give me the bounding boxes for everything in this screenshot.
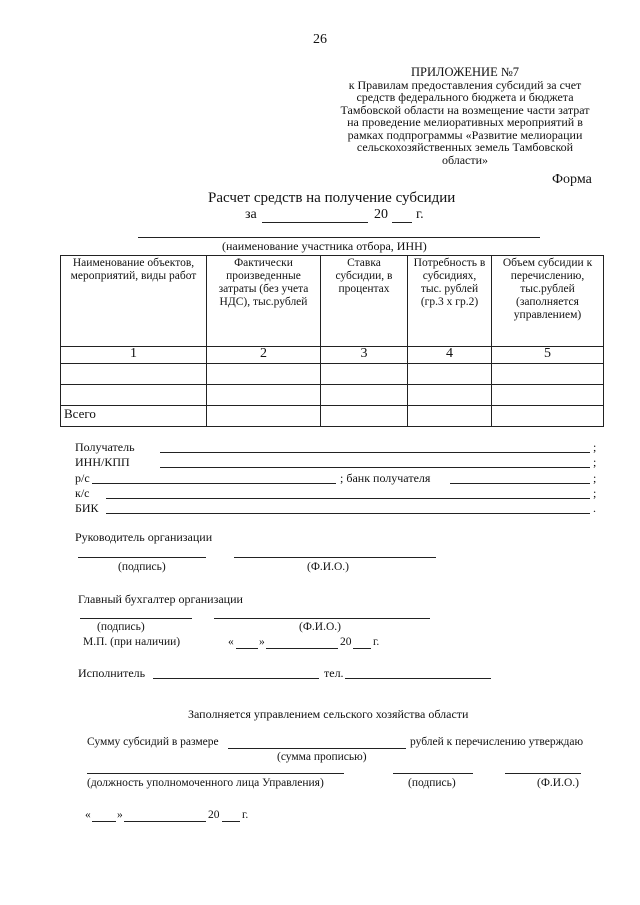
appendix-title: ПРИЛОЖЕНИЕ №7 [410,65,520,79]
head-fio-field[interactable] [234,557,436,558]
table-cell[interactable] [408,406,492,427]
header-actual-costs: Фактически произведенные затраты (без учета НДС), тыс.рублей [207,256,321,347]
date-open-quote: « [85,809,91,821]
date-year: 20 [340,636,352,648]
table-cell[interactable] [61,364,207,385]
page-number: 26 [313,32,327,47]
sum-field[interactable] [228,748,406,749]
inn-kpp-field[interactable] [160,467,590,468]
date-close-quote: » [117,809,123,821]
sum-caption: (сумма прописью) [277,751,367,763]
appendix-header [300,66,630,166]
date-open-quote: « [228,636,234,648]
signature-caption: (подпись) [408,777,456,789]
appendix-line: области» [441,152,489,167]
position-field[interactable] [87,773,344,774]
date-suffix: г. [242,809,249,821]
signature-day-field[interactable] [236,648,258,649]
column-number: 1 [61,347,207,364]
accountant-signature-field[interactable] [80,618,192,619]
rs-label: р/с [75,471,90,485]
table-row-total [61,406,604,427]
table-row [61,364,604,385]
date-close-quote: » [259,636,265,648]
phone-field[interactable] [345,678,491,679]
sum-prefix: Сумму субсидий в размере [87,736,219,748]
form-label: Форма [552,172,592,187]
fio-caption: (Ф.И.О.) [299,621,341,633]
fio-caption: (Ф.И.О.) [537,777,579,789]
appendix-line: рамках подпрограммы «Развитие мелиорации [347,127,583,142]
appendix-line: Тамбовской области на возмещение части затрат [340,102,590,117]
date-suffix: г. [416,207,424,222]
department-signature-field[interactable] [393,773,473,774]
semicolon: ; [593,455,597,469]
participant-caption: (наименование участника отбора, ИНН) [222,239,427,253]
phone-label: тел. [324,666,344,680]
chief-accountant-label: Главный бухгалтер организации [78,592,243,606]
bik-field[interactable] [106,513,590,514]
semicolon: ; [593,471,597,485]
table-cell[interactable] [492,364,604,385]
semicolon: ; [593,440,597,454]
column-number: 5 [492,347,604,364]
bank-field[interactable] [450,483,590,484]
header-transfer-amount: Объем субсидии к перечислению, тыс.рублей (заполняется управлением) [492,256,604,347]
appendix-line: к Правилам предоставления субсидий за счет [348,77,582,92]
calculation-table [60,255,604,427]
table-cell[interactable] [321,406,408,427]
fio-caption: (Ф.И.О.) [307,561,349,573]
document-title: Расчет средств на получение субсидии [208,190,456,206]
bik-label: БИК [75,501,99,515]
appendix-line: сельскохозяйственных земель Тамбовской [356,140,574,154]
table-row [61,385,604,406]
date-year-field[interactable] [392,222,412,223]
position-caption: (должность уполномоченного лица Управления) [87,777,324,789]
appendix-line: средств федерального бюджета и бюджета [356,90,574,104]
column-number: 2 [207,347,321,364]
table-cell[interactable] [207,364,321,385]
bank-label: ; банк получателя [340,471,431,485]
head-signature-field[interactable] [78,557,206,558]
period: . [593,501,596,515]
recipient-label: Получатель [75,440,135,454]
table-cell[interactable] [207,385,321,406]
accountant-fio-field[interactable] [214,618,430,619]
semicolon: ; [593,486,597,500]
date-year: 20 [208,809,220,821]
appendix-line: на проведение мелиоративных мероприятий в [347,115,583,129]
department-day-field[interactable] [92,821,116,822]
column-number: 4 [408,347,492,364]
department-month-field[interactable] [124,821,206,822]
date-prefix: за [245,207,257,222]
signature-caption: (подпись) [97,621,145,633]
ks-field[interactable] [106,498,590,499]
table-cell[interactable] [492,385,604,406]
table-cell[interactable] [321,385,408,406]
head-label: Руководитель организации [75,530,213,544]
date-period-field[interactable] [262,222,368,223]
ks-label: к/с [75,486,90,500]
department-heading: Заполняется управлением сельского хозяйства области [188,707,469,721]
table-cell[interactable] [61,385,207,406]
table-cell[interactable] [321,364,408,385]
inn-kpp-label: ИНН/КПП [75,455,130,469]
table-cell[interactable] [492,406,604,427]
rs-field[interactable] [92,483,336,484]
date-year: 20 [374,207,388,222]
executor-label: Исполнитель [78,666,146,680]
signature-year-field[interactable] [353,648,371,649]
date-suffix: г. [373,636,380,648]
signature-month-field[interactable] [266,648,338,649]
department-fio-field[interactable] [505,773,581,774]
table-cell[interactable] [207,406,321,427]
stamp-label: М.П. (при наличии) [83,636,181,648]
participant-field[interactable] [138,237,540,238]
header-objects: Наименование объектов, мероприятий, виды работ [61,256,207,347]
total-label: Всего [61,406,207,427]
column-number: 3 [321,347,408,364]
header-subsidy-need: Потребность в субсидиях, тыс. рублей (гр.3 х гр.2) [408,256,492,347]
executor-field[interactable] [153,678,319,679]
sum-suffix: рублей к перечислению утверждаю [410,736,584,748]
table-cell[interactable] [408,385,492,406]
signature-caption: (подпись) [118,561,166,573]
table-cell[interactable] [408,364,492,385]
recipient-field[interactable] [160,452,590,453]
department-year-field[interactable] [222,821,240,822]
header-subsidy-rate: Ставка субсидии, в процентах [321,256,408,347]
